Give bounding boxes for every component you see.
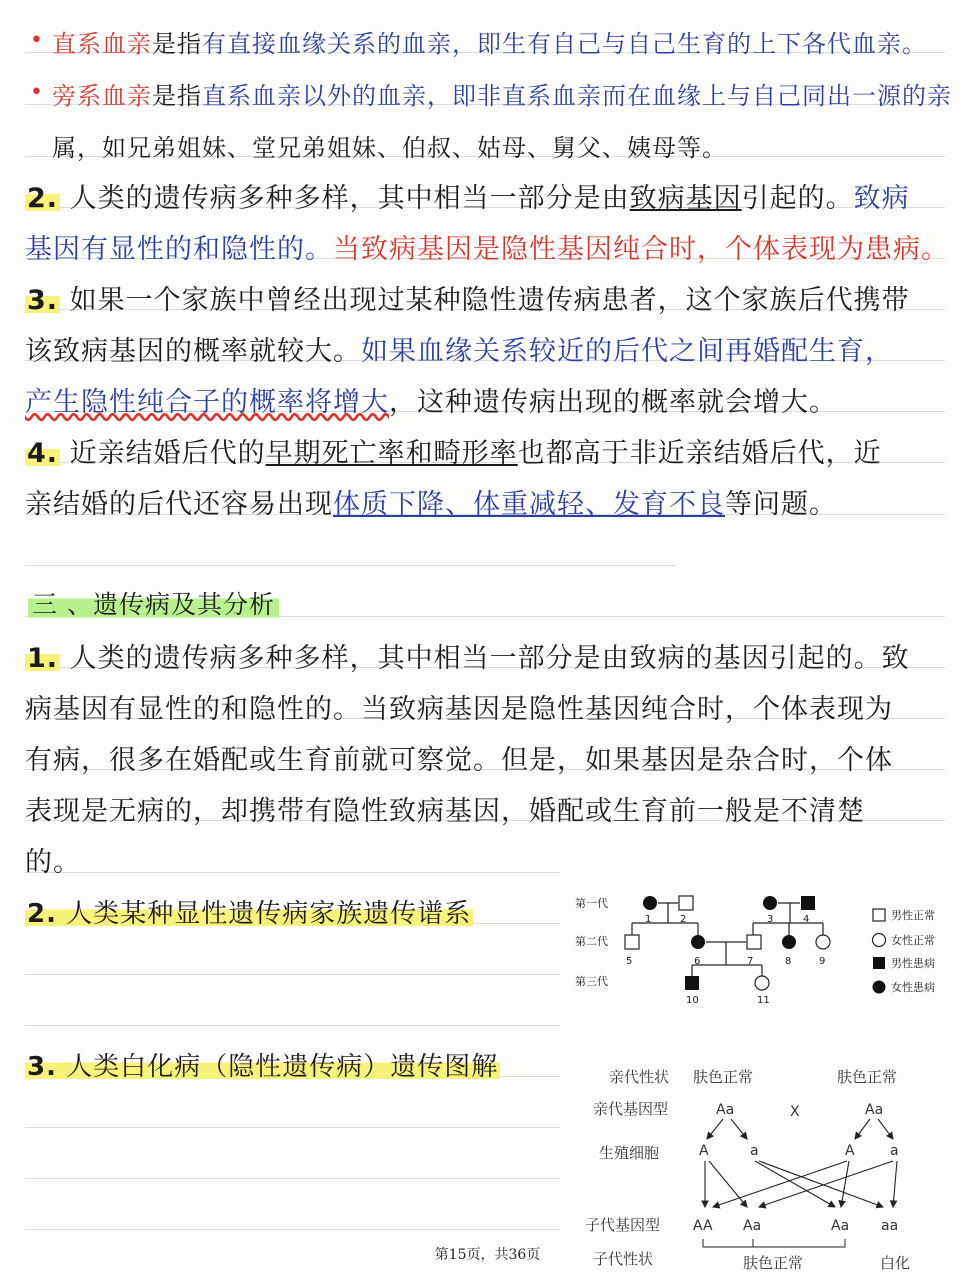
s2-highlight xyxy=(25,899,473,929)
section-3-title: 三 、遗传病及其分析 xyxy=(28,590,279,619)
gen-label-3: 第三代 xyxy=(575,975,608,988)
offspring-trait-normal: 肤色正常 xyxy=(743,1254,804,1272)
para-3-text-e: ，这种遗传病出现的概率就会增大。 xyxy=(389,387,837,418)
para-2-line-1 xyxy=(25,176,910,215)
id-10: 10 xyxy=(686,995,699,1006)
def-collateral-kin-cont: 属，如兄弟姐妹、堂兄弟姐妹、伯叔、姑母、舅父、姨母等。 xyxy=(52,134,727,162)
individual-8-affected-female xyxy=(782,935,796,949)
legend-normal-male-icon xyxy=(873,909,885,921)
id-8: 8 xyxy=(785,956,792,967)
gen-label-1: 第一代 xyxy=(575,897,608,910)
parent-trait-left: 肤色正常 xyxy=(693,1068,754,1086)
para-2-number: 2. xyxy=(27,183,59,214)
s1-line-3: 有病，很多在婚配或生育前就可察觉。但是，如果基因是杂合时，个体 xyxy=(25,745,893,776)
para-3-text: 如果一个家族中曾经出现过某种隐性遗传病患者，这个家族后代携带 xyxy=(69,285,910,316)
id-11: 11 xyxy=(757,995,770,1006)
para-3-number: 3. xyxy=(27,285,59,316)
para-3-wavy: 产生隐性纯合子的概率将增大 xyxy=(25,387,389,418)
para-2-text: 人类的遗传病多种多样，其中相当一部分是由 xyxy=(69,183,630,214)
individual-2-normal-male xyxy=(679,896,693,910)
para-3-blue: 如果血缘关系较近的后代之间再婚配生育， xyxy=(361,336,893,367)
legend-normal-female: 女性正常 xyxy=(891,934,935,947)
para-4-text: 近亲结婚后代的 xyxy=(69,438,266,469)
para-4-underlined: 早期死亡率和畸形率 xyxy=(265,438,518,469)
albinism-cross-diagram xyxy=(575,1055,950,1275)
individual-5-normal-male xyxy=(625,935,639,949)
row-label-offspring-trait: 子代性状 xyxy=(593,1250,654,1268)
gamete-left-a: a xyxy=(750,1143,759,1159)
individual-9-normal-female xyxy=(816,935,830,949)
gamete-right-a: a xyxy=(890,1143,899,1159)
id-5: 5 xyxy=(626,956,633,967)
individual-7-normal-male xyxy=(747,935,761,949)
para-2-blue: 致病 xyxy=(853,183,910,214)
para-4-text-b: 也都高于非近亲结婚后代，近 xyxy=(517,438,882,469)
s1-line-2: 病基因有显性的和隐性的。当致病基因是隐性基因纯合时，个体表现为 xyxy=(25,694,893,725)
bullet-dot: • xyxy=(30,80,43,105)
s2-number: 2. xyxy=(27,899,57,929)
individual-11-normal-female xyxy=(755,976,769,990)
id-6: 6 xyxy=(694,956,701,967)
cross-symbol: X xyxy=(790,1104,800,1120)
para-3-text-b: 该致病基因的概率就较大。 xyxy=(25,336,361,367)
para-4-line-1 xyxy=(25,431,882,470)
para-2-underlined: 致病基因 xyxy=(629,183,742,214)
para-3-line-1 xyxy=(25,278,910,317)
legend-affected-female-icon xyxy=(873,981,886,994)
term-direct-kin: 直系血亲 xyxy=(52,30,152,58)
s1-text-1: 人类的遗传病多种多样，其中相当一部分是由致病的基因引起的。致 xyxy=(69,643,910,674)
s1-line-5: 的。 xyxy=(25,847,81,878)
s1-line-1 xyxy=(25,636,910,675)
para-4-text-c: 亲结婚的后代还容易出现 xyxy=(25,489,333,520)
s3-heading xyxy=(25,1046,500,1083)
para-4-number: 4. xyxy=(27,438,59,469)
row-label-parent-genotype: 亲代基因型 xyxy=(593,1100,669,1118)
para-4-blue-underlined: 体质下降、体重减轻、发育不良 xyxy=(333,489,725,520)
legend-affected-male-icon xyxy=(873,957,885,969)
row-label-offspring-genotype: 子代基因型 xyxy=(585,1216,661,1234)
s2-heading xyxy=(25,893,473,930)
para-3-line-2 xyxy=(25,329,893,368)
row-label-parent-trait: 亲代性状 xyxy=(609,1068,670,1086)
page-footer: 第15页，共36页 xyxy=(434,1247,541,1263)
para-2-text-b: 引起的。 xyxy=(741,183,854,214)
offspring-Aa-2: Aa xyxy=(831,1218,850,1234)
term-collateral-kin: 旁系血亲 xyxy=(52,82,152,110)
para-3-line-3 xyxy=(25,380,837,419)
para-2-blue-d: 基因有显性的和隐性的。 xyxy=(25,234,333,265)
s1-line-4: 表现是无病的，却携带有隐性致病基因，婚配或生育前一般是不清楚 xyxy=(25,796,865,827)
row-label-gametes: 生殖细胞 xyxy=(599,1144,660,1162)
individual-4-affected-male xyxy=(801,896,815,910)
def-collateral-kin: 直系血亲以外的血亲，即非直系血亲而在血缘上与自己同出一源的亲 xyxy=(202,82,952,110)
legend-affected-male: 男性患病 xyxy=(891,957,935,970)
s3-highlight xyxy=(25,1052,500,1082)
legend-normal-male: 男性正常 xyxy=(891,909,935,922)
offspring-Aa-1: Aa xyxy=(743,1218,762,1234)
id-4: 4 xyxy=(803,914,810,925)
section-3-heading xyxy=(28,585,279,621)
legend-affected-female: 女性患病 xyxy=(891,981,935,994)
id-7: 7 xyxy=(747,956,754,967)
parent-genotype-left: Aa xyxy=(716,1102,735,1118)
id-1: 1 xyxy=(645,914,652,925)
parent-trait-right: 肤色正常 xyxy=(837,1068,898,1086)
gamete-right-A: A xyxy=(845,1143,855,1159)
para-2-red: 当致病基因是隐性基因纯合时，个体表现为患病。 xyxy=(333,234,949,265)
s2-text: 人类某种显性遗传病家族遗传谱系 xyxy=(66,899,472,929)
individual-3-affected-female xyxy=(763,896,777,910)
individual-6-affected-female xyxy=(691,935,705,949)
parent-genotype-right: Aa xyxy=(865,1102,884,1118)
para-2-line-2 xyxy=(25,227,949,266)
id-2: 2 xyxy=(680,914,687,925)
individual-10-affected-male xyxy=(685,976,699,990)
gen-label-2: 第二代 xyxy=(575,935,608,948)
bullet-connector: 是指 xyxy=(152,82,202,110)
s3-text: 人类白化病（隐性遗传病）遗传图解 xyxy=(66,1052,499,1082)
legend-normal-female-icon xyxy=(873,934,886,947)
offspring-aa: aa xyxy=(881,1218,899,1234)
para-4-line-2 xyxy=(25,482,837,521)
para-4-text-e: 等问题。 xyxy=(725,489,837,520)
individual-1-affected-female xyxy=(643,896,657,910)
id-9: 9 xyxy=(819,956,826,967)
pedigree-diagram xyxy=(570,885,950,1010)
bullet-connector: 是指 xyxy=(152,30,202,58)
id-3: 3 xyxy=(767,914,774,925)
gamete-left-A: A xyxy=(699,1143,709,1159)
offspring-AA: AA xyxy=(693,1218,713,1234)
s3-number: 3. xyxy=(27,1052,57,1082)
def-direct-kin: 有直接血缘关系的血亲，即生有自己与自己生育的上下各代血亲。 xyxy=(202,30,927,58)
s1-number: 1. xyxy=(27,643,59,674)
offspring-trait-albino: 白化 xyxy=(880,1254,911,1272)
bullet-dot: • xyxy=(30,28,43,53)
